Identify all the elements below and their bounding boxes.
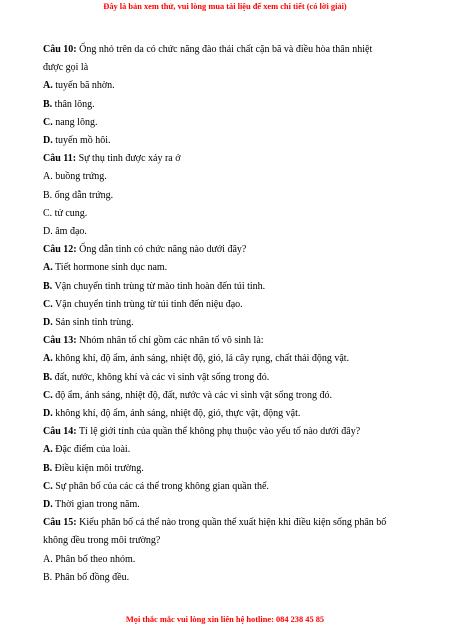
question-number: Câu 15:: [43, 517, 77, 529]
answer-option: [43, 205, 418, 223]
preview-notice-banner: Đây là bản xem thử, vui lòng mua tài liệu để xem chi tiết (có lời giải): [103, 2, 347, 11]
option-letter: C.: [43, 116, 53, 128]
option-text: Sự phân bố của các cá thể trong không gian quần thể.: [52, 480, 269, 492]
question-number: Câu 14:: [43, 426, 77, 438]
option-text: nang lông.: [52, 116, 98, 128]
question-number: Câu 13:: [43, 335, 77, 347]
answer-option: [43, 387, 418, 405]
answer-option: [43, 369, 418, 387]
option-letter: A.: [43, 353, 53, 365]
question-number: Câu 10:: [43, 44, 77, 55]
question-text: Ống dẫn tinh có chức năng nào dưới đây?: [76, 244, 247, 256]
option-letter: D.: [43, 408, 53, 420]
option-text: buồng trứng.: [52, 171, 107, 183]
question-stem: [43, 332, 418, 350]
option-letter: B.: [43, 280, 53, 292]
answer-option: [43, 314, 418, 332]
question-stem: [43, 514, 418, 532]
option-letter: C.: [43, 298, 53, 310]
option-letter: A.: [43, 80, 53, 92]
question-stem: [43, 150, 418, 168]
answer-option: [43, 460, 418, 478]
question-text: không đều trong môi trường?: [43, 535, 161, 547]
answer-option: [43, 77, 418, 95]
option-text: Phân bố đồng đều.: [52, 571, 130, 583]
question-text: Nhóm nhân tố chỉ gồm các nhân tố vô sinh là:: [76, 335, 264, 347]
option-text: âm đạo.: [52, 226, 87, 238]
question-text: được gọi là: [43, 62, 89, 74]
option-text: không khí, độ ẩm, ánh sáng, nhiệt độ, gió, lá cây rụng, chất thải động vật.: [52, 353, 350, 365]
answer-option: [43, 278, 418, 296]
option-text: Tiết hormone sinh dục nam.: [52, 262, 168, 274]
answer-option: [43, 551, 418, 569]
answer-option: [43, 296, 418, 314]
question-number: Câu 11:: [43, 153, 77, 165]
question-text: Kiểu phân bố cá thể nào trong quần thể xuất hiện khi điều kiện sống phân bố: [76, 517, 387, 529]
question-stem-continuation: [43, 59, 418, 77]
option-letter: A.: [43, 444, 53, 456]
question-stem: [43, 41, 418, 59]
answer-option: [43, 114, 418, 132]
answer-option: [43, 350, 418, 368]
hotline-footer: Mọi thắc mắc vui lòng xin liên hệ hotline: 084 238 45 85: [125, 615, 325, 624]
answer-option: [43, 168, 418, 186]
option-text: Đặc điểm của loài.: [52, 444, 131, 456]
question-text: Ống nhỏ trên da có chức năng đào thải chất cặn bã và điều hòa thân nhiệt: [76, 44, 373, 55]
option-text: Sản sinh tinh trùng.: [52, 317, 134, 329]
option-letter: D.: [43, 317, 53, 329]
option-letter: D.: [43, 499, 53, 511]
option-letter: C.: [43, 480, 53, 492]
question-stem: [43, 241, 418, 259]
option-letter: A.: [43, 553, 53, 565]
option-text: Vận chuyển tinh trùng từ túi tinh đến niệu đạo.: [52, 298, 243, 310]
option-text: Điều kiện môi trường.: [52, 462, 144, 474]
question-stem-continuation: [43, 532, 418, 550]
option-text: Vận chuyển tinh trùng từ mào tinh hoàn đến túi tinh.: [52, 280, 266, 292]
option-text: Phân bố theo nhóm.: [52, 553, 136, 565]
option-text: đất, nước, không khí và các vi sinh vật sống trong đó.: [52, 371, 270, 383]
answer-option: [43, 569, 418, 587]
option-letter: B.: [43, 571, 53, 583]
option-letter: C.: [43, 389, 53, 401]
option-text: ống dẫn trứng.: [52, 189, 114, 201]
option-letter: D.: [43, 226, 53, 238]
option-letter: C.: [43, 207, 53, 219]
option-text: tuyến bã nhờn.: [52, 80, 115, 92]
answer-option: [43, 187, 418, 205]
question-text: Sự thụ tinh được xảy ra ở: [76, 153, 181, 165]
option-letter: A.: [43, 171, 53, 183]
answer-option: [43, 132, 418, 150]
option-letter: B.: [43, 98, 53, 110]
answer-option: [43, 96, 418, 114]
answer-option: [43, 259, 418, 277]
option-letter: A.: [43, 262, 53, 274]
answer-option: [43, 223, 418, 241]
answer-option: [43, 405, 418, 423]
question-number: Câu 12:: [43, 244, 77, 256]
answer-option: [43, 478, 418, 496]
option-letter: B.: [43, 462, 53, 474]
option-text: độ ẩm, ánh sáng, nhiệt độ, đất, nước và các vi sinh vật sống trong đó.: [52, 389, 332, 401]
option-text: tử cung.: [52, 207, 88, 219]
question-text: Tỉ lệ giới tính của quần thể không phụ thuộc vào yếu tố nào dưới đây?: [76, 426, 361, 438]
answer-option: [43, 441, 418, 459]
question-stem: [43, 423, 418, 441]
option-text: tuyến mồ hôi.: [52, 135, 111, 147]
option-letter: B.: [43, 189, 53, 201]
question-list: [43, 41, 418, 587]
option-text: không khí, độ ẩm, ánh sáng, nhiệt độ, gió, thực vật, động vật.: [52, 408, 301, 420]
answer-option: [43, 496, 418, 514]
option-text: Thời gian trong năm.: [52, 499, 140, 511]
option-letter: B.: [43, 371, 53, 383]
option-text: thân lông.: [52, 98, 95, 110]
option-letter: D.: [43, 135, 53, 147]
